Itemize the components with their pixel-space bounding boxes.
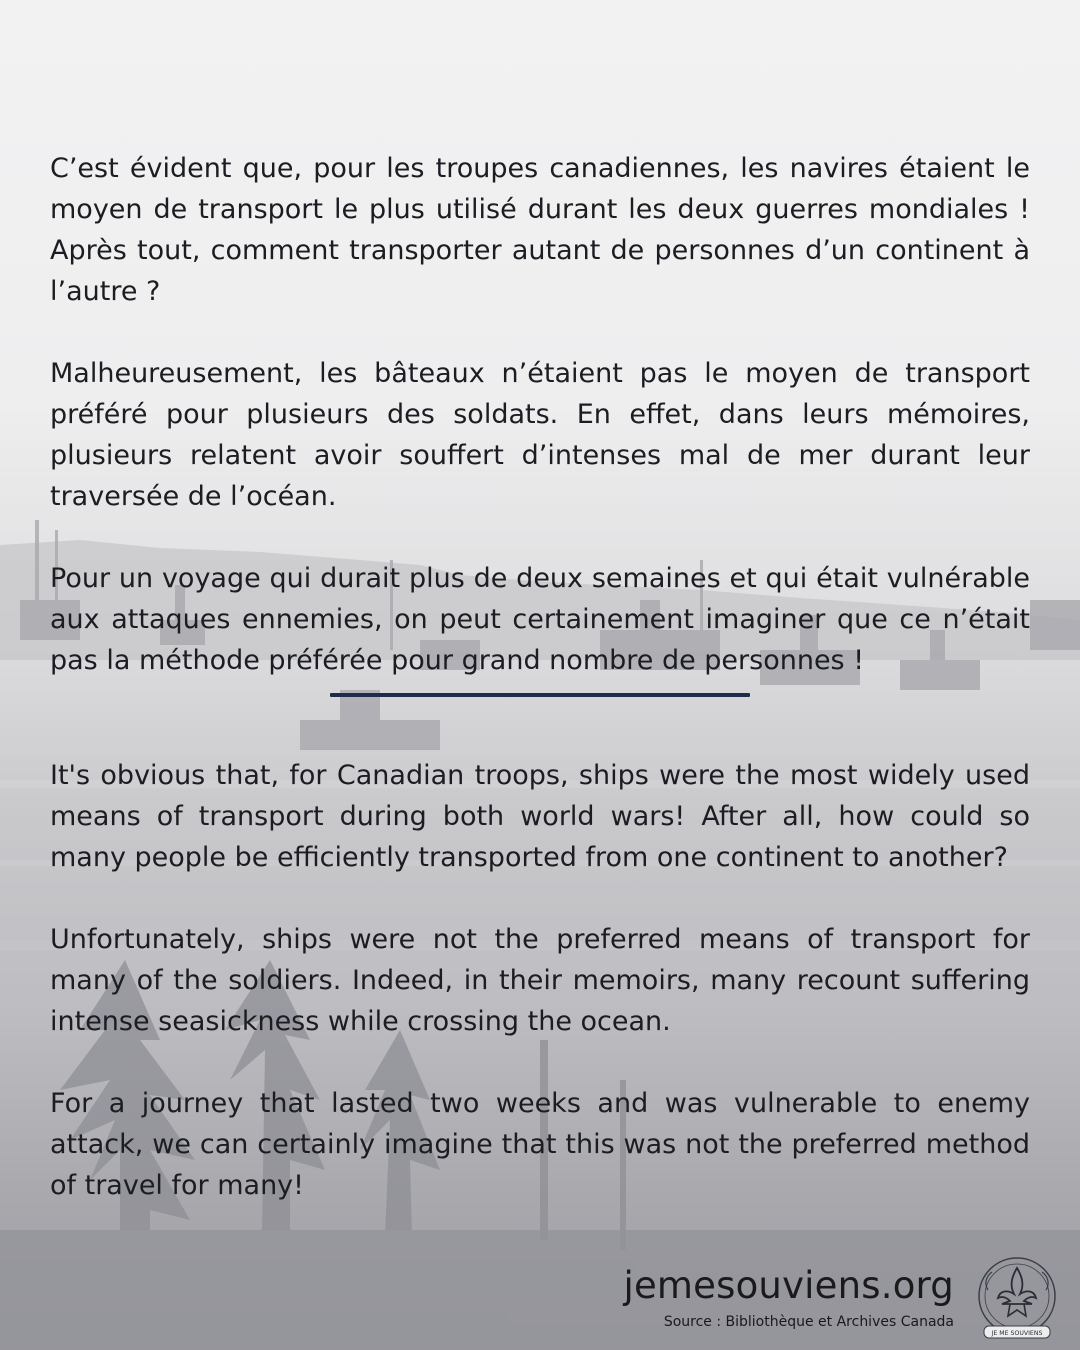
english-paragraph-2: Unfortunately, ships were not the preferred means of transport for many of the soldiers. Indeed, in their memoirs, many recount suffering intense seasickness while crossing the ocean. [50, 924, 1030, 1037]
article-text [50, 148, 1030, 1206]
seal-motto: JE ME SOUVIENS [991, 1330, 1043, 1337]
photo-source-credit: Source : Bibliothèque et Archives Canada [663, 1314, 954, 1330]
english-paragraph-3: For a journey that lasted two weeks and was vulnerable to enemy attack, we can certainly imagine that this was not the preferred method of travel for many! [50, 1088, 1030, 1201]
french-paragraph-2: Malheureusement, les bâteaux n’étaient pas le moyen de transport préféré pour plusieurs des soldats. En effet, dans leurs mémoires, plusieurs relatent avoir souffert d’intenses mal de mer durant leur traversée de l’océan. [50, 358, 1030, 512]
fleur-de-lis-seal-icon [972, 1254, 1062, 1344]
website-url[interactable]: jemesouviens.org [623, 1264, 954, 1307]
language-divider [330, 693, 750, 697]
english-paragraph-1: It's obvious that, for Canadian troops, ships were the most widely used means of transport during both world wars! After all, how could so many people be efficiently transported from one continent to another? [50, 760, 1030, 873]
french-paragraph-3: Pour un voyage qui durait plus de deux semaines et qui était vulnérable aux attaques ennemies, on peut certainement imaginer que ce n’était pas la méthode préférée pour grand nombre de personnes ! [50, 563, 1030, 676]
french-paragraph-1: C’est évident que, pour les troupes canadiennes, les navires étaient le moyen de transport le plus utilisé durant les deux guerres mondiales ! Après tout, comment transporter autant de personnes d’un continent à l’autre ? [50, 153, 1030, 307]
